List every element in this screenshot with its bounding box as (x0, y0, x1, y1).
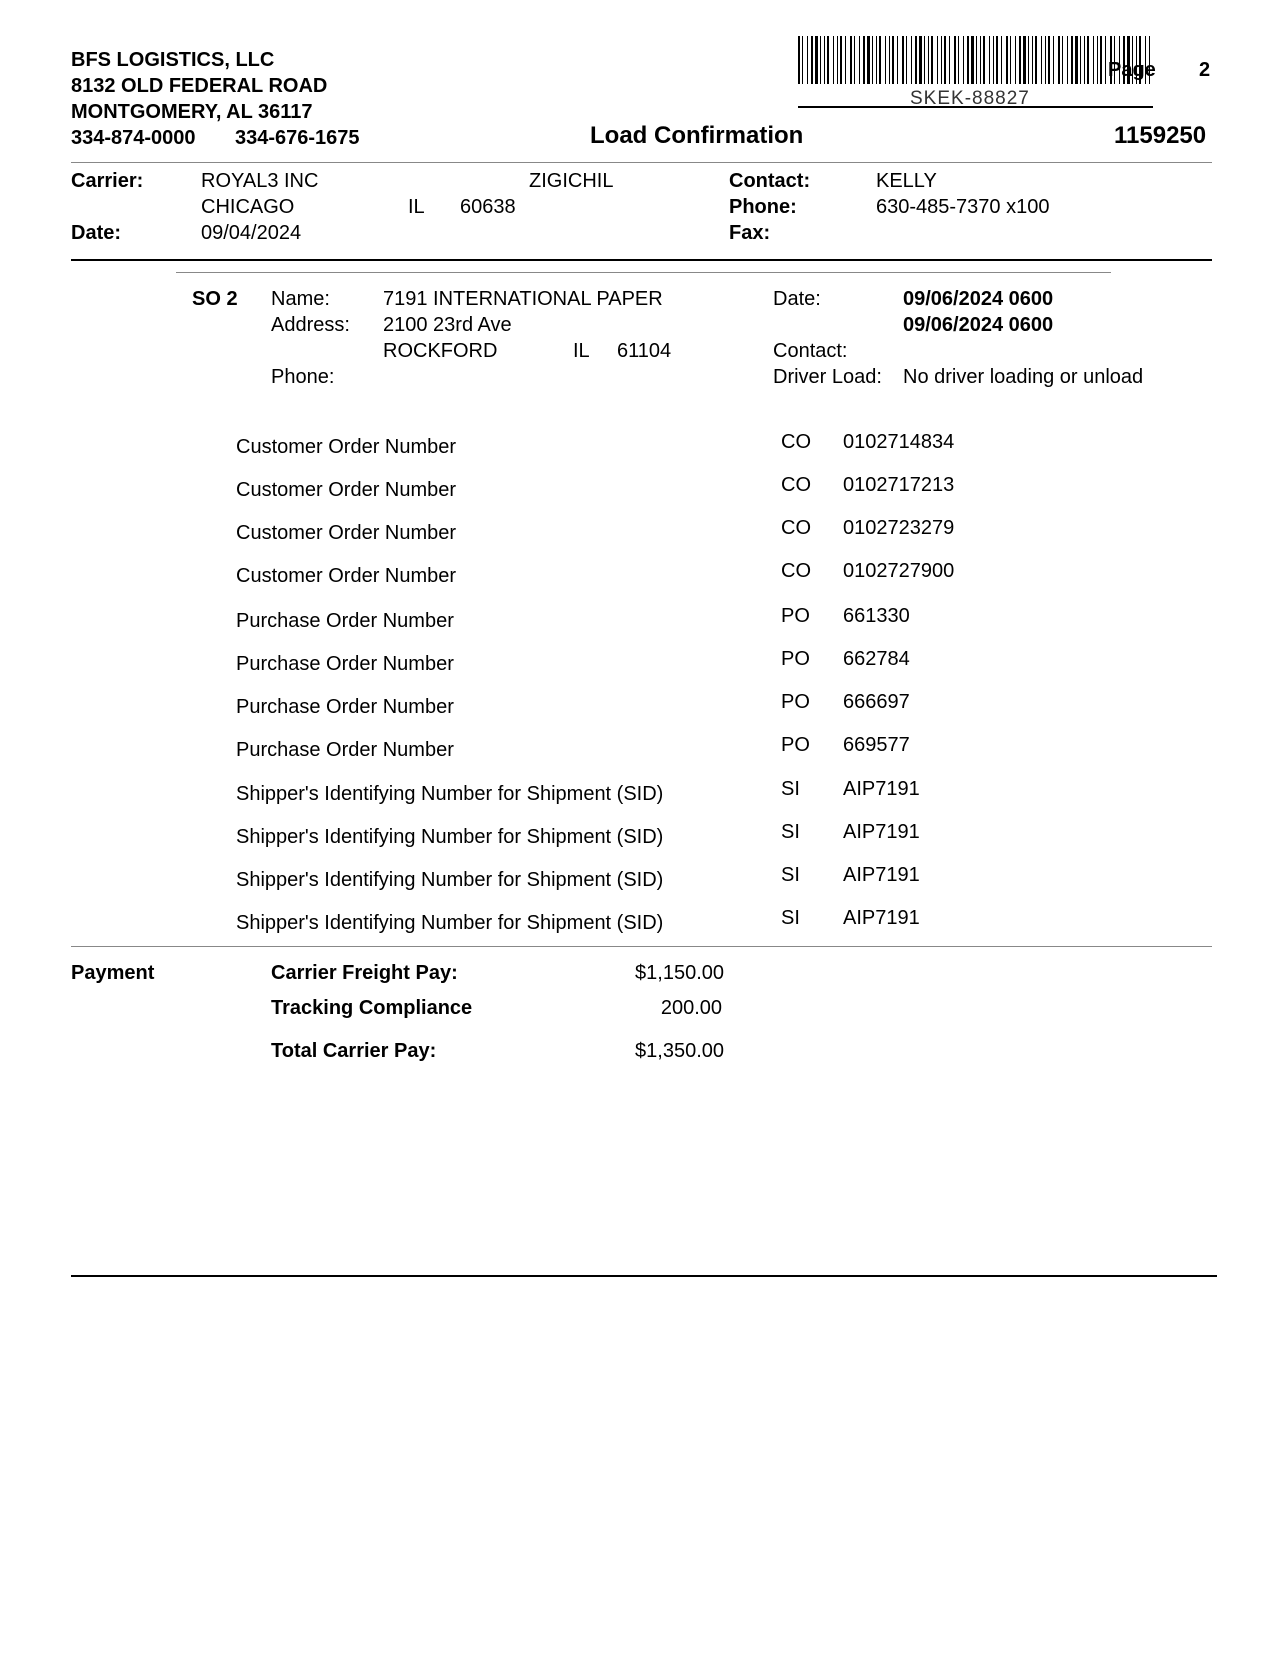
stop-phone-label: Phone: (271, 366, 335, 388)
stop-label: SO 2 (192, 288, 238, 310)
reference-code: PO (781, 605, 810, 627)
header-divider (71, 162, 1212, 163)
carrier-divider (71, 259, 1212, 261)
company-street: 8132 OLD FEDERAL ROAD (71, 75, 328, 97)
reference-label: Purchase Order Number (236, 696, 454, 718)
company-phone-2: 334-676-1675 (235, 127, 360, 149)
reference-code: SI (781, 907, 800, 929)
phone-label: Phone: (729, 196, 797, 218)
freight-pay-amount: $1,150.00 (635, 962, 724, 984)
carrier-city: CHICAGO (201, 196, 295, 218)
reference-label: Shipper's Identifying Number for Shipment (SID) (236, 783, 664, 805)
driver-load-label: Driver Load: (773, 366, 882, 388)
reference-value: 662784 (843, 648, 910, 670)
reference-label: Shipper's Identifying Number for Shipment (SID) (236, 869, 664, 891)
reference-code: SI (781, 864, 800, 886)
reference-value: AIP7191 (843, 864, 920, 886)
stop-name-label: Name: (271, 288, 330, 310)
reference-label: Purchase Order Number (236, 739, 454, 761)
barcode-text: SKEK-88827 (910, 88, 1030, 109)
reference-code: CO (781, 517, 811, 539)
reference-code: CO (781, 474, 811, 496)
carrier-name: ROYAL3 INC (201, 170, 319, 192)
reference-label: Customer Order Number (236, 522, 457, 544)
document-title: Load Confirmation (590, 122, 804, 149)
carrier-label: Carrier: (71, 170, 144, 192)
stop-city: ROCKFORD (383, 340, 498, 362)
freight-pay-label: Carrier Freight Pay: (271, 962, 458, 984)
page-label: Page (1108, 59, 1156, 81)
reference-code: SI (781, 778, 800, 800)
reference-value: 0102727900 (843, 560, 955, 582)
tracking-compliance-amount: 200.00 (660, 997, 722, 1019)
reference-value: 661330 (843, 605, 910, 627)
reference-value: 669577 (843, 734, 910, 756)
company-city-state-zip: MONTGOMERY, AL 36117 (71, 101, 313, 123)
contact-label: Contact: (729, 170, 811, 192)
stop-state: IL (573, 340, 590, 362)
reference-label: Customer Order Number (236, 479, 457, 501)
reference-value: 666697 (843, 691, 910, 713)
reference-code: PO (781, 734, 810, 756)
reference-label: Shipper's Identifying Number for Shipment (SID) (236, 826, 664, 848)
reference-value: AIP7191 (843, 907, 920, 929)
stop-date-1: 09/06/2024 0600 (903, 288, 1054, 310)
confirmation-date: 09/04/2024 (201, 222, 302, 244)
reference-value: 0102714834 (843, 431, 955, 453)
stop-name: 7191 INTERNATIONAL PAPER (383, 288, 663, 310)
barcode (798, 36, 1154, 84)
stop-contact-label: Contact: (773, 340, 848, 362)
total-pay-label: Total Carrier Pay: (271, 1040, 437, 1062)
reference-code: CO (781, 431, 811, 453)
stop-date-label: Date: (773, 288, 821, 310)
tracking-compliance-label: Tracking Compliance (271, 997, 473, 1019)
driver-load-value: No driver loading or unload (903, 366, 1144, 388)
reference-label: Customer Order Number (236, 436, 457, 458)
carrier-code: ZIGICHIL (529, 170, 614, 192)
stop-date-2: 09/06/2024 0600 (903, 314, 1054, 336)
stop-address: 2100 23rd Ave (383, 314, 512, 336)
stop-divider (176, 272, 1111, 273)
reference-code: SI (781, 821, 800, 843)
reference-label: Purchase Order Number (236, 653, 454, 675)
reference-value: 0102717213 (843, 474, 955, 496)
carrier-zip: 60638 (460, 196, 516, 218)
carrier-phone: 630-485-7370 x100 (876, 196, 1050, 218)
fax-label: Fax: (729, 222, 771, 244)
reference-value: AIP7191 (843, 821, 920, 843)
reference-label: Shipper's Identifying Number for Shipment (SID) (236, 912, 664, 934)
reference-code: PO (781, 648, 810, 670)
reference-label: Purchase Order Number (236, 610, 454, 632)
load-number: 1159250 (1114, 122, 1207, 149)
stop-zip: 61104 (617, 340, 672, 362)
reference-label: Customer Order Number (236, 565, 457, 587)
contact-name: KELLY (876, 170, 937, 192)
total-pay-amount: $1,350.00 (635, 1040, 724, 1062)
page-number: 2 (1199, 59, 1211, 81)
reference-code: PO (781, 691, 810, 713)
carrier-state: IL (408, 196, 425, 218)
payment-label: Payment (71, 962, 155, 984)
reference-value: AIP7191 (843, 778, 920, 800)
company-phone: 334-874-0000 (71, 127, 196, 149)
company-name: BFS LOGISTICS, LLC (71, 49, 275, 71)
date-label: Date: (71, 222, 122, 244)
footer-rule (71, 1275, 1217, 1277)
reference-value: 0102723279 (843, 517, 955, 539)
stop-address-label: Address: (271, 314, 350, 336)
references-divider (71, 946, 1212, 947)
reference-code: CO (781, 560, 811, 582)
